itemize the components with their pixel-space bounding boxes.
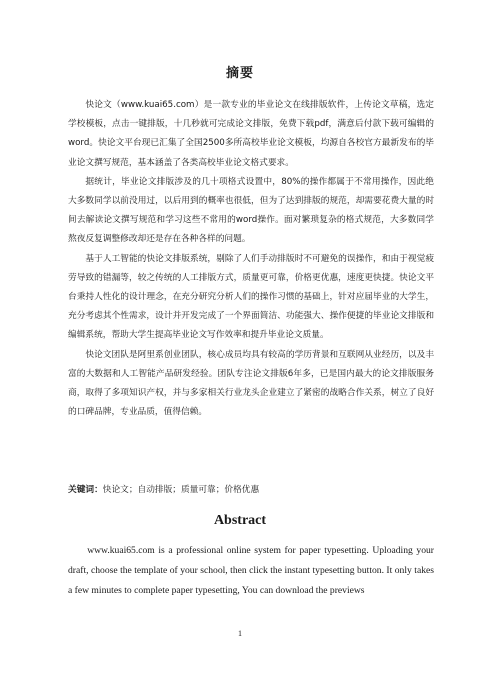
- keywords-line: [68, 483, 434, 497]
- abstract-paragraph-4: 快论文团队是阿里系创业团队，核心成员均具有较高的学历背景和互联网从业经历，以及丰富的大数据和人工智能产品研发经验。团队专注论文排版6年多，已是国内最大的论文排版服务商，取得了多项知识产权，并与多家相关行业龙头企业建立了紧密的战略合作关系，树立了良好的口碑品牌，专业品质，值得信赖。: [68, 349, 434, 418]
- abstract-body-cn: [68, 96, 434, 422]
- keywords-label: 关键词：: [68, 485, 103, 495]
- abstract-paragraph-1: 快论文（www.kuai65.com）是一款专业的毕业论文在线排版软件，上传论文草稿，选定学校模板，点击一键排版，十几秒就可完成论文排版，免费下载pdf，满意后付款下载可编辑的word。快论文平台现已汇集了全国2500多所高校毕业论文模板，均源自各校官方最新发布的毕业论文撰写规范，基本涵盖了各类高校毕业论文格式要求。: [68, 100, 434, 168]
- abstract-title-en: Abstract: [213, 513, 267, 528]
- page-number: 1: [238, 629, 242, 638]
- keywords-value: 快论文；自动排版；质量可靠；价格优惠: [102, 485, 260, 495]
- abstract-body-en: [68, 541, 434, 601]
- abstract-en-paragraph-1: www.kuai65.com is a professional online system for paper typesetting. Uploading your draft, choose the template of your school, then click the instant typesetting button. It only takes a few minutes to complete paper typesetting, You can download the previews: [68, 545, 434, 596]
- abstract-paragraph-2: 据统计，毕业论文排版涉及的几十项格式设置中，80%的操作都属于不常用操作，因此绝大多数同学以前没用过，以后用到的概率也很低，但为了达到排版的规范，却需要花费大量的时间去解读论文撰写规范和学习这些不常用的word操作。面对繁琐复杂的格式规范，大多数同学熬夜反复调整修改却还是存在各种各样的问题。: [68, 176, 434, 245]
- abstract-paragraph-3: 基于人工智能的快论文排版系统，剔除了人们手动排版时不可避免的误操作，和由于视觉疲劳导致的错漏等，较之传统的人工排版方式，质量更可靠，价格更优惠，速度更快捷。快论文平台秉持人性化的设计理念，在充分研究分析人们的操作习惯的基础上，针对应届毕业的大学生，充分考虑其个性需求，设计并开发完成了一个界面简洁、功能强大、操作便捷的毕业论文排版和编辑系统，帮助大学生提高毕业论文写作效率和提升毕业论文质量。: [68, 253, 434, 341]
- abstract-title-cn: 摘要: [225, 66, 254, 81]
